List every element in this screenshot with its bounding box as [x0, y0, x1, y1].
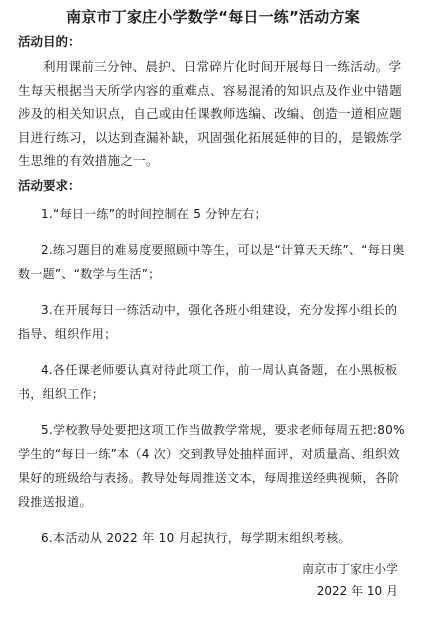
- requirement-item-1: 1.“每日一练”的时间控制在 5 分钟左右；: [41, 206, 267, 221]
- signature-date: 2022 年 10 月: [316, 583, 398, 598]
- requirement-item-5: 5.学校教导处要把这项工作当做教学常规，要求老师每周五把:80%学生的“每日一练”本（4 次）交到教导处抽样面评，对质量高、组织效果好的班级给与表扬。教导处每周推送文本，每周推送经典视频，各阶段推送报道。: [18, 422, 405, 509]
- purpose-paragraph: 利用课前三分钟、晨护、日常碎片化时间开展每日一练活动。学生每天根据当天所学内容的重难点、容易混淆的知识点及作业中错题涉及的相关知识点，自己或由任课教师选编、改编、创造一道相应题目进行练习，以达到查漏补缺，巩固强化拓展延伸的目的，是锻炼学生思维的有效措施之一。: [18, 59, 403, 168]
- requirements-heading: 活动要求：: [18, 177, 81, 193]
- document-title: 南京市丁家庄小学数学“每日一练”活动方案: [66, 8, 360, 26]
- requirement-item-2: 2.练习题目的难易度要照顾中等生，可以是“计算天天练”、“每日奥数一题”、“数学与生活”；: [18, 242, 405, 281]
- signature-organization: 南京市丁家庄小学: [301, 561, 398, 576]
- requirement-item-3: 3.在开展每日一练活动中，强化各班小组建设，充分发挥小组长的指导、组织作用；: [18, 302, 398, 341]
- requirement-item-4: 4.各任课老师要认真对待此项工作，前一周认真备题，在小黑板板书，组织工作；: [18, 362, 398, 401]
- requirement-item-6: 6.本活动从 2022 年 10 月起执行，每学期末组织考核。: [41, 530, 351, 545]
- purpose-heading: 活动目的：: [18, 34, 81, 49]
